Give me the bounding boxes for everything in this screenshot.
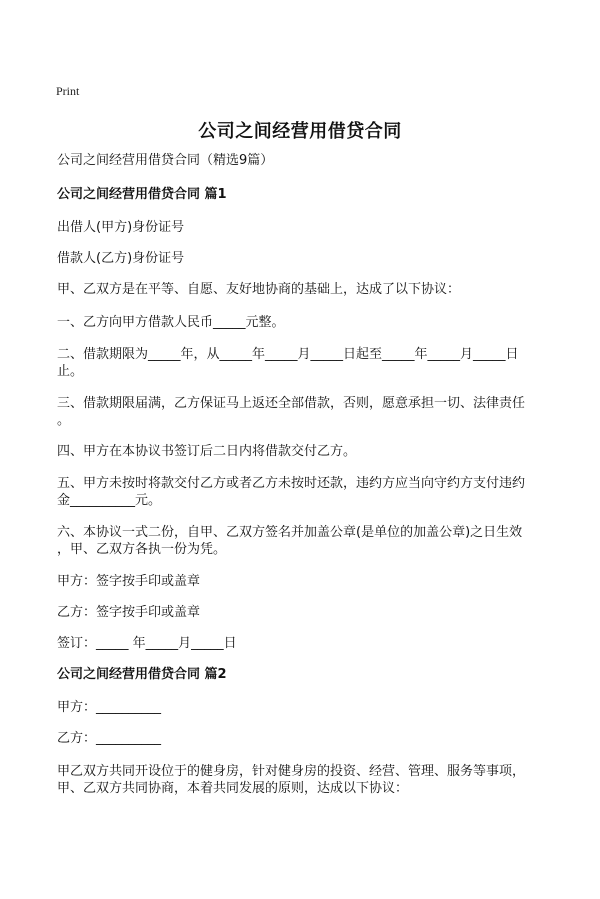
section1-heading: 公司之间经营用借贷合同 篇1 <box>57 187 227 202</box>
signing-date: 签订：_____ 年_____月_____日 <box>57 636 237 651</box>
clause-4: 四、甲方在本协议书签订后二日内将借款交付乙方。 <box>57 444 357 459</box>
clause-1: 一、乙方向甲方借款人民币_____元整。 <box>57 315 285 330</box>
party-a-signature: 甲方：签字按手印或盖章 <box>57 574 201 589</box>
borrower-id-line: 借款人(乙方)身份证号 <box>57 251 185 266</box>
clause-6-line-1: 六、本协议一式二份，自甲、乙双方签名并加盖公章(是单位的加盖公章)之日生效 <box>57 525 523 540</box>
agreement-intro: 甲、乙双方是在平等、自愿、友好地协商的基础上，达成了以下协议： <box>57 282 461 297</box>
party-b-signature: 乙方：签字按手印或盖章 <box>57 605 201 620</box>
print-link[interactable]: Print <box>56 84 80 98</box>
clause-2-line-2: 止。 <box>57 364 84 379</box>
section2-intro-line-2: 甲、乙双方共同协商，本着共同发展的原则，达成以下协议： <box>57 781 409 796</box>
clause-5-line-1: 五、甲方未按时将款交付乙方或者乙方未按时还款，违约方应当向守约方支付违约 <box>57 476 526 491</box>
clause-5-line-2: 金__________元。 <box>57 493 162 508</box>
clause-3-line-2: 。 <box>57 413 71 428</box>
page-title: 公司之间经营用借贷合同 <box>198 121 402 142</box>
party-a-blank: 甲方：__________ <box>57 700 162 715</box>
section2-intro-line-1: 甲乙双方共同开设位于的健身房，针对健身房的投资、经营、管理、服务等事项， <box>57 764 526 779</box>
party-b-blank: 乙方：__________ <box>57 731 162 746</box>
lender-id-line: 出借人(甲方)身份证号 <box>57 220 185 235</box>
subtitle: 公司之间经营用借贷合同（精选9篇） <box>57 153 274 168</box>
clause-2-line-1: 二、借款期限为_____年，从_____年_____月_____日起至_____年_____月_____日 <box>57 347 519 362</box>
section2-heading: 公司之间经营用借贷合同 篇2 <box>57 667 227 682</box>
clause-3-line-1: 三、借款期限届满，乙方保证马上返还全部借款，否则，愿意承担一切、法律责任 <box>57 396 526 411</box>
clause-6-line-2: ，甲、乙双方各执一份为凭。 <box>57 542 227 557</box>
